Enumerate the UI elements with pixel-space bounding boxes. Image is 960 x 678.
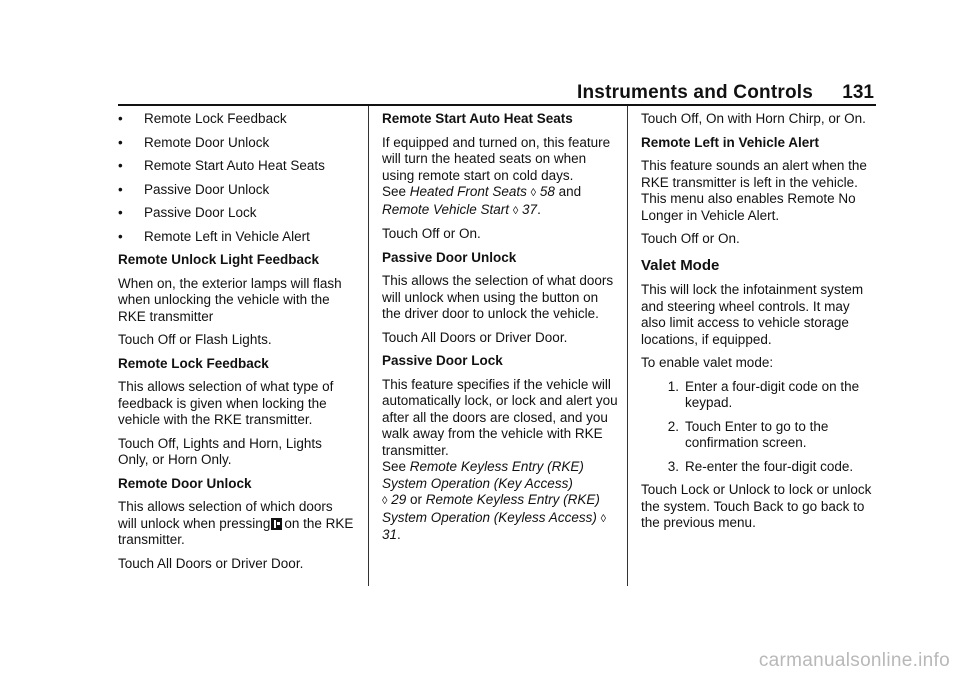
subheading: Remote Unlock Light Feedback bbox=[118, 252, 320, 267]
cross-reference-link[interactable]: Remote Keyless Entry (RKE) System Operation (Keyless Access) bbox=[382, 492, 600, 525]
list-item: • Remote Start Auto Heat Seats bbox=[118, 158, 325, 173]
step-number: 3. bbox=[667, 458, 679, 474]
paragraph: This allows selection of which doors will unlock when pressing on the RKE transmitter. bbox=[118, 499, 354, 547]
section-heading: Valet Mode bbox=[641, 256, 720, 274]
page-ref[interactable]: 58 bbox=[539, 184, 555, 199]
list-item: • Remote Left in Vehicle Alert bbox=[118, 228, 310, 244]
step-number: 2. bbox=[667, 418, 679, 434]
page-ref-icon: ◊ bbox=[382, 495, 388, 507]
list-item: • Passive Door Unlock bbox=[118, 181, 270, 197]
list-item: • Passive Door Lock bbox=[118, 205, 257, 220]
paragraph: This allows the selection of what doors will unlock when using the button on the driver door to unlock the vehicle. bbox=[382, 273, 614, 321]
column-2 bbox=[382, 111, 618, 551]
bullet-icon: • bbox=[118, 111, 123, 126]
paragraph: Touch All Doors or Driver Door. bbox=[118, 555, 304, 571]
header-divider bbox=[118, 104, 876, 106]
list-item: 1. Enter a four-digit code on the keypad. bbox=[641, 379, 877, 412]
step-number: 1. bbox=[667, 378, 679, 394]
subheading: Passive Door Lock bbox=[382, 353, 503, 368]
subheading: Remote Start Auto Heat Seats bbox=[382, 111, 573, 126]
paragraph: Touch All Doors or Driver Door. bbox=[382, 329, 568, 345]
paragraph: This feature specifies if the vehicle will automatically lock, or lock and alert you after all the doors are closed, and you walk away from the vehicle with RKE transmitter. See Remote Keyless Entry (RKE) System Operation (Key Access) ◊ 29 or Remote Keyless Entry (RKE) System Operation (Keyless Access) ◊ 31. bbox=[382, 376, 618, 542]
page-ref[interactable]: 37 bbox=[522, 201, 538, 217]
bullet-icon: • bbox=[118, 181, 123, 197]
paragraph: If equipped and turned on, this feature will turn the heated seats on when using remote start on cold days. See Heated Front Seats ◊ 58 and Remote Vehicle Start ◊ 37. bbox=[382, 134, 611, 217]
paragraph: To enable valet mode: bbox=[641, 355, 774, 370]
subheading: Remote Left in Vehicle Alert bbox=[641, 134, 820, 150]
subheading: Passive Door Unlock bbox=[382, 249, 517, 265]
paragraph: This allows selection of what type of feedback is given when locking the vehicle with the RKE transmitter. bbox=[118, 379, 334, 427]
list-item: 2. Touch Enter to go to the confirmation screen. bbox=[641, 419, 877, 452]
column-1 bbox=[118, 111, 354, 579]
page-ref-icon: ◊ bbox=[530, 187, 537, 199]
cross-reference-link[interactable]: Remote Vehicle Start bbox=[382, 201, 510, 217]
paragraph: This will lock the infotainment system and steering wheel controls. It may also limit access to vehicle storage locations, if equipped. bbox=[641, 282, 864, 347]
paragraph: Touch Off or On. bbox=[382, 226, 481, 241]
page-ref-icon: ◊ bbox=[512, 204, 519, 217]
column-divider-2 bbox=[627, 106, 628, 586]
page-ref[interactable]: 31 bbox=[382, 527, 398, 542]
unlock-key-icon bbox=[271, 518, 282, 530]
list-item: • Remote Door Unlock bbox=[118, 134, 270, 150]
cross-reference-link[interactable]: Heated Front Seats bbox=[409, 184, 527, 199]
subheading: Remote Door Unlock bbox=[118, 475, 252, 491]
page-ref-icon: ◊ bbox=[600, 512, 607, 525]
column-divider-1 bbox=[368, 106, 369, 586]
paragraph: Touch Off, On with Horn Chirp, or On. bbox=[641, 111, 866, 126]
bullet-icon: • bbox=[118, 205, 123, 220]
paragraph: Touch Lock or Unlock to lock or unlock the system. Touch Back to go back to the previous menu. bbox=[641, 482, 872, 530]
bullet-icon: • bbox=[118, 228, 123, 244]
page-ref[interactable]: 29 bbox=[391, 492, 407, 507]
paragraph: Touch Off, Lights and Horn, Lights Only, or Horn Only. bbox=[118, 435, 322, 467]
section-title: Instruments and Controls bbox=[577, 82, 813, 103]
cross-reference-link[interactable]: Remote Keyless Entry (RKE) System Operation (Key Access) bbox=[382, 459, 584, 491]
page-number: 131 bbox=[842, 82, 874, 103]
list-item: • Remote Lock Feedback bbox=[118, 111, 287, 126]
subheading: Remote Lock Feedback bbox=[118, 355, 269, 371]
paragraph: Touch Off or Flash Lights. bbox=[118, 332, 272, 347]
watermark: carmanualsonline.info bbox=[758, 650, 950, 671]
paragraph: Touch Off or On. bbox=[641, 231, 740, 246]
bullet-icon: • bbox=[118, 158, 123, 173]
paragraph: When on, the exterior lamps will flash when unlocking the vehicle with the RKE transmitter bbox=[118, 275, 342, 324]
bullet-icon: • bbox=[118, 134, 123, 150]
list-item: 3. Re-enter the four-digit code. bbox=[641, 459, 877, 476]
paragraph: This feature sounds an alert when the RKE transmitter is left in the vehicle. This menu also enables Remote No Longer in Vehicle Alert. bbox=[641, 158, 867, 223]
column-3 bbox=[641, 111, 877, 539]
